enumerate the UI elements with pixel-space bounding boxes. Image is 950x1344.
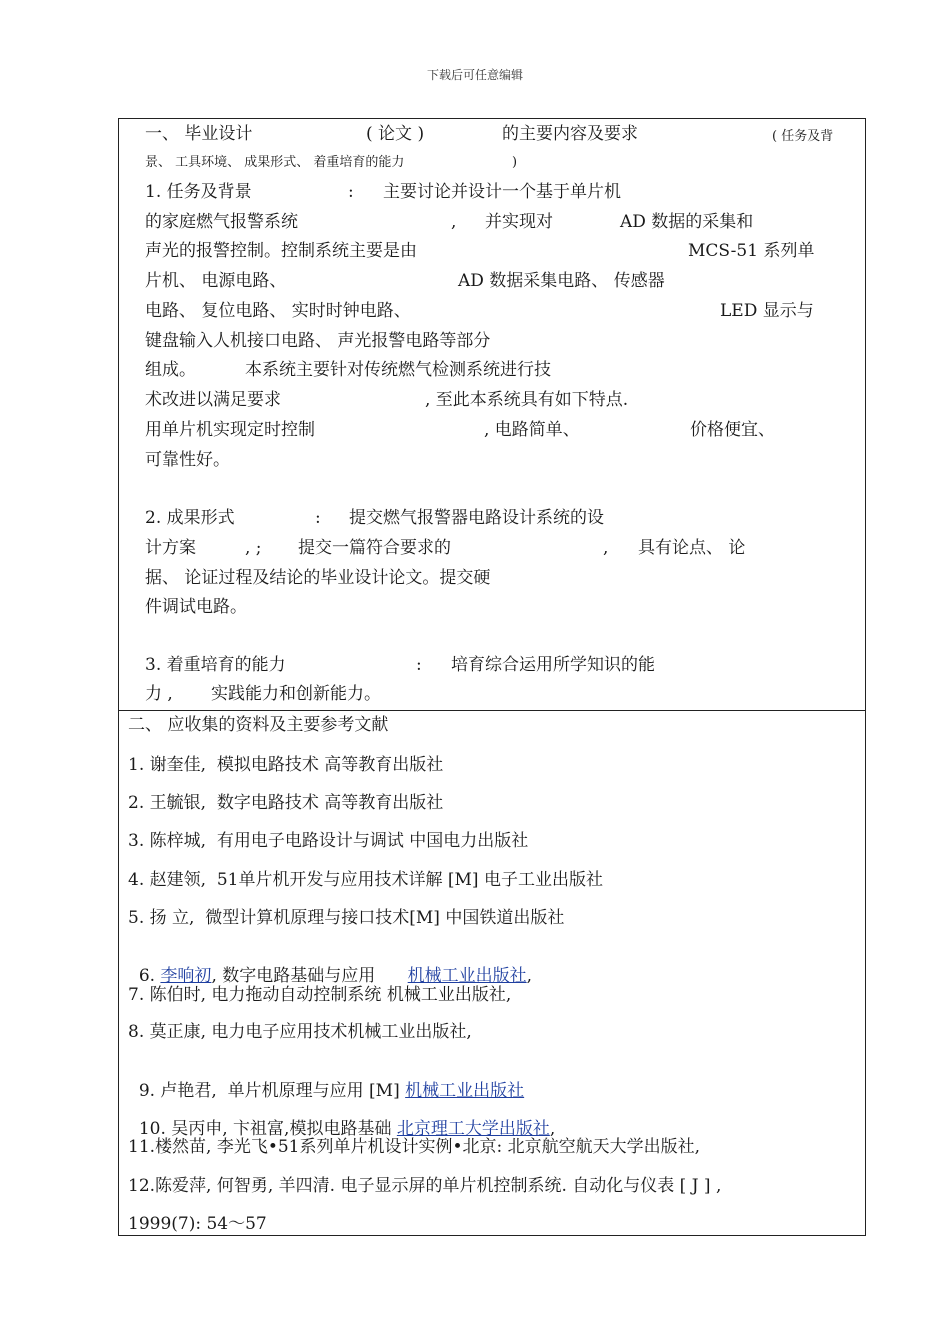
reference-item: 4. 赵建领, 51单片机开发与应用技术详解 [M] 电子工业出版社 xyxy=(128,870,603,890)
reference-item xyxy=(128,1099,555,1139)
reference-item: 8. 莫正康, 电力电子应用技术机械工业出版社, xyxy=(128,1022,472,1042)
item1-text: 组成。 xyxy=(145,360,196,380)
item2-text: 提交一篇符合要求的 xyxy=(298,538,451,558)
publisher-link[interactable]: 机械工业出版社 xyxy=(405,1081,525,1101)
reference-item: 7. 陈伯时, 电力拖动自动控制系统 机械工业出版社, xyxy=(128,985,512,1005)
item2-text: 2. 成果形式 xyxy=(145,508,235,528)
item3-text: 实践能力和创新能力。 xyxy=(211,684,381,704)
reference-item: 2. 王毓银, 数字电路技术 高等教育出版社 xyxy=(128,793,444,813)
reference-item: 11.楼然苗, 李光飞•51系列单片机设计实例•北京: 北京航空航天大学出版社, xyxy=(128,1137,701,1157)
reference-item: 1999(7): 54～57 xyxy=(128,1214,267,1234)
section1-heading-part: ) xyxy=(512,155,518,170)
item1-text: 电路、 复位电路、 实时时钟电路、 xyxy=(145,301,411,321)
item2-text: 计方案 xyxy=(145,538,196,558)
item3-text: : xyxy=(416,655,422,675)
item1-text: 键盘输入人机接口电路、 声光报警电路等部分 xyxy=(145,331,491,351)
item1-text: 主要讨论并设计一个基于单片机 xyxy=(383,182,621,202)
item2-text: 具有论点、 论 xyxy=(638,538,746,558)
publisher-link[interactable]: 北京理工大学出版社 xyxy=(396,1119,550,1139)
item1-text: 可靠性好。 xyxy=(145,450,230,470)
section1-heading-part: 的主要内容及要求 xyxy=(502,124,638,144)
item1-text: 价格便宜、 xyxy=(690,420,775,440)
reference-text: 9. 卢艳君, 单片机原理与应用 [M] xyxy=(138,1081,406,1101)
publisher-link[interactable]: 机械工业出版社 xyxy=(407,966,527,986)
reference-item: 5. 扬 立, 微型计算机原理与接口技术[M] 中国铁道出版社 xyxy=(128,908,565,928)
author-link[interactable]: 李响初 xyxy=(160,966,212,986)
item1-text: : xyxy=(348,182,354,202)
item1-text: 的家庭燃气报警系统 xyxy=(145,212,298,232)
reference-item: 3. 陈梓城, 有用电子电路设计与调试 中国电力出版社 xyxy=(128,831,529,851)
item1-text: 1. 任务及背景 xyxy=(145,182,252,202)
section1-heading-part: ( 任务及背 xyxy=(772,129,834,144)
item2-text: 提交燃气报警器电路设计系统的设 xyxy=(349,508,604,528)
item2-text: , ; xyxy=(245,538,262,558)
item2-text: , xyxy=(603,538,609,558)
page-header-note: 下载后可任意编辑 xyxy=(426,68,523,82)
reference-text: , 数字电路基础与应用 xyxy=(211,966,408,986)
reference-text: 10. 吴丙申, 卞祖富,模拟电路基础 xyxy=(138,1119,397,1139)
section-divider xyxy=(118,710,866,711)
reference-text: , xyxy=(549,1119,556,1139)
item1-text: LED 显示与 xyxy=(720,301,814,321)
item2-text: 件调试电路。 xyxy=(145,597,247,617)
reference-item: 12.陈爱萍, 何智勇, 羊四清. 电子显示屏的单片机控制系统. 自动化与仪表 [ J ] , xyxy=(128,1176,722,1196)
item1-text: 本系统主要针对传统燃气检测系统进行技 xyxy=(245,360,551,380)
section1-heading-part: 一、 毕业设计 xyxy=(145,124,253,144)
reference-item xyxy=(128,1061,524,1101)
item1-text: 用单片机实现定时控制 xyxy=(145,420,315,440)
section1-heading-part: ( 论文 ) xyxy=(366,124,425,144)
item1-text: , 至此本系统具有如下特点. xyxy=(425,390,629,410)
item1-text: , 电路简单、 xyxy=(484,420,580,440)
reference-text: 6. xyxy=(138,966,161,986)
section2-heading: 二、 应收集的资料及主要参考文献 xyxy=(128,715,389,735)
item1-text: AD 数据的采集和 xyxy=(620,212,754,232)
reference-item: 1. 谢奎佳, 模拟电路技术 高等教育出版社 xyxy=(128,755,444,775)
item3-text: 3. 着重培育的能力 xyxy=(145,655,286,675)
item1-text: , xyxy=(451,212,457,232)
item1-text: 并实现对 xyxy=(485,212,553,232)
item1-text: 片机、 电源电路、 xyxy=(145,271,287,291)
item2-text: 据、 论证过程及结论的毕业设计论文。提交硬 xyxy=(145,568,491,588)
item1-text: MCS-51 系列单 xyxy=(688,241,815,261)
item3-text: 培育综合运用所学知识的能 xyxy=(451,655,655,675)
item2-text: : xyxy=(315,508,321,528)
section1-heading-part: 景、 工具环境、 成果形式、 着重培育的能力 xyxy=(145,155,405,170)
item3-text: 力 , xyxy=(145,684,173,704)
item1-text: 声光的报警控制。控制系统主要是由 xyxy=(145,241,417,261)
item1-text: 术改进以满足要求 xyxy=(145,390,281,410)
reference-item xyxy=(128,946,532,986)
reference-text: , xyxy=(526,966,533,986)
item1-text: AD 数据采集电路、 传感器 xyxy=(458,271,665,291)
